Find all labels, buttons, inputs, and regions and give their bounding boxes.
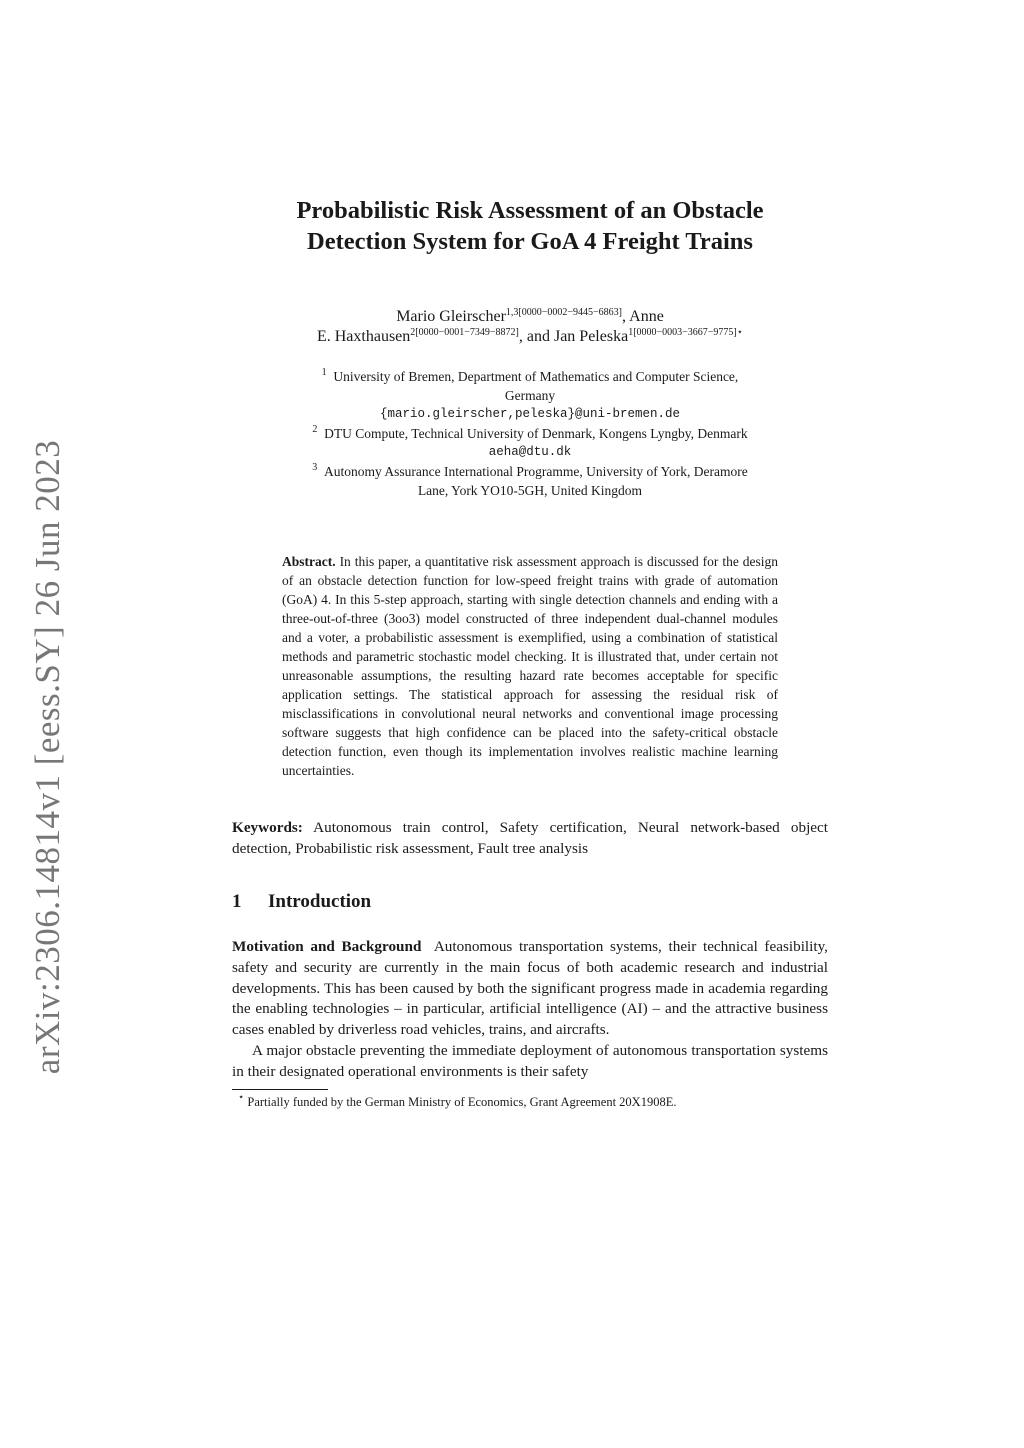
- paper-page: [232, 195, 828, 1111]
- footnote-text: Partially funded by the German Ministry of Economics, Grant Agreement 20X1908E.: [247, 1094, 677, 1109]
- abstract: [282, 552, 778, 780]
- affiliation-3-mark: 3: [312, 462, 318, 473]
- paper-title: [232, 195, 828, 257]
- affiliation-1-email: {mario.gleirscher,peleska}@uni-bremen.de: [379, 407, 681, 421]
- abstract-label: Abstract.: [282, 554, 336, 569]
- paper-title-line-1: Probabilistic Risk Assessment of an Obstacle: [296, 197, 764, 224]
- author-separator-1: , Anne: [622, 308, 664, 325]
- section-title: Introduction: [268, 891, 372, 912]
- author-gleirscher-orcid: 1,3[0000−0002−9445−6863]: [505, 307, 623, 318]
- author-gleirscher: Mario Gleirscher: [396, 308, 506, 325]
- affiliation-2: [232, 424, 828, 443]
- footnote: [232, 1091, 828, 1111]
- keywords: [232, 817, 828, 859]
- introduction-body: [232, 937, 828, 1083]
- section-heading-introduction: [232, 890, 828, 914]
- affiliation-2-mark: 2: [312, 424, 318, 435]
- section-number: 1: [232, 891, 242, 912]
- author-line-2: [232, 327, 828, 347]
- affiliation-3-text: Autonomy Assurance International Programme, University of York, Deramore: [324, 464, 748, 479]
- paragraph-motivation-text: Autonomous transportation systems, their technical feasibility, safety and security are currently in the main focus of both academic research and industrial developments. This has been caused by both the significant progress made in academia regarding the enabling technologies – in particular, artificial intelligence (AI) – and the attractive business cases enabled by driverless road vehicles, trains, and aircrafts.: [232, 938, 828, 1039]
- keywords-label: Keywords:: [232, 819, 303, 836]
- abstract-text: In this paper, a quantitative risk assessment approach is discussed for the design of an obstacle detection function for low-speed freight trains with grade of automation (GoA) 4. In this 5-step approach, starting with single detection channels and ending with a three-out-of-three (3oo3) model constructed of three independent dual-channel modules and a voter, a probabilistic assessment is exemplified, using a combination of statistical methods and parametric stochastic model checking. It is illustrated that, under certain not unreasonable assumptions, the resulting hazard rate becomes acceptable for specific application settings. The statistical approach for assessing the residual risk of misclassifications in convolutional neural networks and conventional image processing software suggests that high confidence can be placed into the safety-critical obstacle detection function, even though its implementation involves realistic machine learning uncertainties.: [282, 554, 778, 778]
- author-peleska: , and Jan Peleska: [518, 328, 629, 345]
- footnote-divider: [232, 1089, 328, 1090]
- paragraph-motivation: [232, 937, 828, 1041]
- arxiv-identifier-text: arXiv:2306.14814v1 [eess.SY] 26 Jun 2023: [28, 439, 67, 1075]
- affiliation-2-text: DTU Compute, Technical University of Denmark, Kongens Lyngby, Denmark: [324, 426, 748, 441]
- author-haxthausen-orcid: 2[0000−0001−7349−8872]: [410, 327, 519, 338]
- paper-title-line-2: Detection System for GoA 4 Freight Trains: [307, 228, 753, 255]
- affiliation-3-address: Lane, York YO10-5GH, United Kingdom: [417, 483, 643, 498]
- affiliations: [232, 367, 828, 500]
- author-line-1: [232, 307, 828, 327]
- affiliation-1-text: University of Bremen, Department of Mathematics and Computer Science,: [333, 369, 739, 384]
- affiliation-2-email: aeha@dtu.dk: [488, 445, 572, 459]
- affiliation-1: [232, 367, 828, 386]
- paragraph-motivation-heading: Motivation and Background: [232, 938, 422, 955]
- affiliation-1-mark: 1: [321, 367, 327, 378]
- author-list: [232, 307, 828, 347]
- author-haxthausen: E. Haxthausen: [316, 328, 411, 345]
- affiliation-3: [232, 462, 828, 481]
- author-peleska-orcid: 1[0000−0003−3667−9775]⋆: [628, 327, 744, 338]
- footnote-mark: ⋆: [238, 1091, 245, 1103]
- paragraph-obstacle: A major obstacle preventing the immediate deployment of autonomous transportation systems in their designated operational environments is their safety: [232, 1041, 828, 1080]
- keywords-text: Autonomous train control, Safety certification, Neural network-based object detection, Probabilistic risk assessment, Fault tree analysis: [232, 819, 828, 857]
- arxiv-identifier: [28, 439, 68, 1075]
- affiliation-1-country: Germany: [504, 388, 556, 403]
